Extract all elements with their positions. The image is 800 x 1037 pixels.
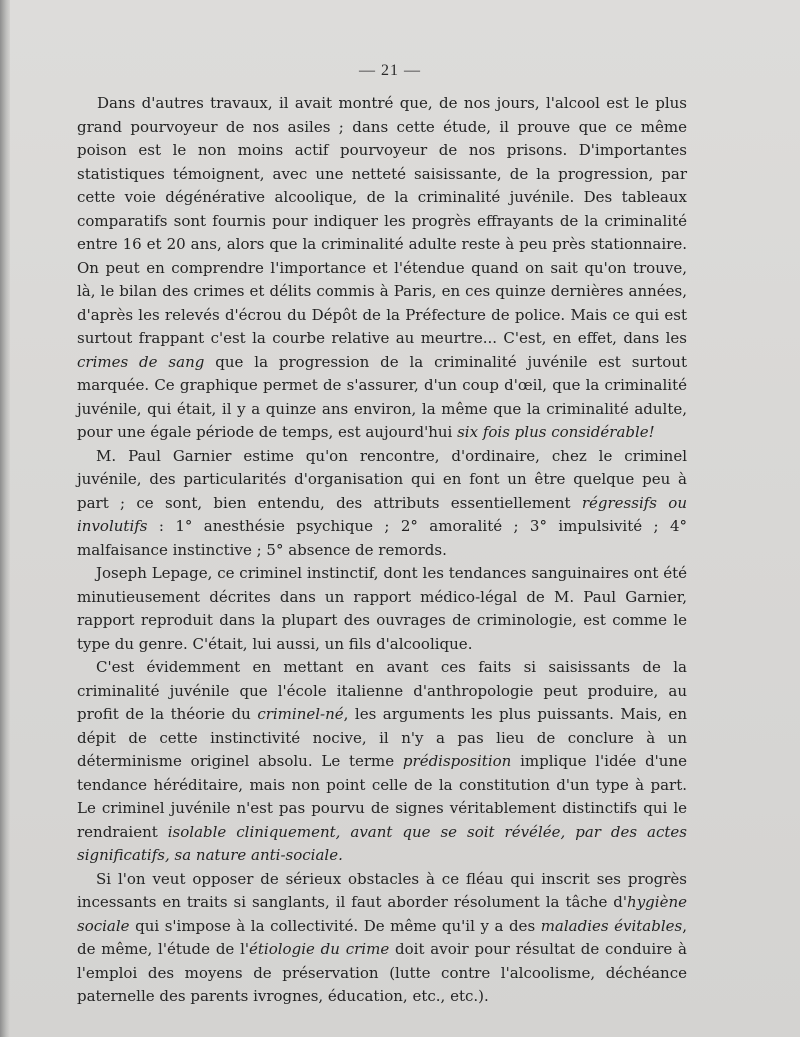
paragraph: [77, 868, 687, 1009]
text-run: , de même, l'étude de l': [77, 916, 687, 958]
italic-run: criminel-né: [257, 705, 344, 723]
italic-run: maladies évitables: [540, 916, 683, 935]
text-run: , les arguments les plus puissants. Mais, en dépit de cette instinctivité nocive, il n'y a pas lieu de conclure à un déterminisme originel absolu. Le terme: [77, 705, 687, 770]
text-run: qui s'impose à la collectivité. De même qu'il y a des: [129, 916, 541, 935]
text-run: Dans d'autres travaux, il avait montré que, de nos jours, l'alcool est le plus grand pourvoyeur de nos asiles ; dans cette étude, il prouve que ce même poison est le non moins actif pourvoyeur de nos prisons. D'importantes statistiques témoignent, avec une netteté saisissante, de la progression, par cette voie dégénérative alcoolique, de la criminalité juvénile. Des tableaux comparatifs sont fournis pour indiquer les progrès effrayants de la criminalité entre 16 et 20 ans, alors que la criminalité adulte reste à peu près stationnaire. On peut en comprendre l'importance et l'étendue quand on sait qu'on trouve, là, le bilan des crimes et délits commis à Paris, en ces quinze dernières années, d'après les relevés d'écrou du Dépôt de la Préfecture de police. Mais ce qui est surtout frappant c'est la courbe relative au meurtre... C'est, en effet, dans les: [77, 94, 687, 347]
paragraph: [77, 92, 687, 445]
page-edge-shadow: [0, 0, 10, 1037]
italic-run: régressifs ou involutifs: [77, 493, 687, 535]
text-run: Joseph Lepage, ce criminel instinctif, dont les tendances sanguinaires ont été minutieusement décrites dans un rapport médico-légal de M. Paul Garnier, rapport reproduit dans la plupart des ouvrages de criminologie, est comme le type du genre. C'était, lui aussi, un fils d'alcoolique.: [77, 564, 687, 653]
italic-run: prédisposition: [402, 752, 512, 770]
body-text: [77, 92, 687, 1009]
italic-run: crimes de sang: [77, 352, 205, 371]
italic-run: étiologie du crime: [249, 940, 390, 958]
italic-run: hygiène sociale: [77, 893, 687, 935]
paragraph: [77, 445, 687, 563]
text-run: M. Paul Garnier estime qu'on rencontre, d'ordinaire, chez le criminel juvénile, des particularités d'organisation qui en font un être quelque peu à part ; ce sont, bien entendu, des attributs essentiellement: [77, 446, 687, 512]
italic-run: isolable cliniquement, avant que se soit révélée, par des actes significatifs, sa nature anti-sociale.: [77, 822, 687, 864]
text-run: doit avoir pour résultat de conduire à l'emploi des moyens de préservation (lutte contre l'alcoolisme, déchéance paternelle des parents ivrognes, éducation, etc., etc.).: [77, 940, 687, 1005]
paragraph: [77, 562, 687, 656]
text-run: : 1° anesthésie psychique ; 2° amoralité ; 3° impulsivité ; 4° malfaisance instinctive ; 5° absence de remords.: [77, 517, 687, 559]
text-run: que la progression de la criminalité juvénile est surtout marquée. Ce graphique permet de s'assurer, d'un coup d'œil, que la criminalité juvénile, qui était, il y a quinze ans environ, la même que la criminalité adulte, pour une égale période de temps, est aujourd'hui: [77, 352, 687, 441]
text-run: Si l'on veut opposer de sérieux obstacles à ce fléau qui inscrit ses progrès incessants en traits si sanglants, il faut aborder résolument la tâche d': [77, 869, 687, 911]
text-run: implique l'idée d'une tendance héréditaire, mais non point celle de la constitution d'un type à part. Le criminel juvénile n'est pas pourvu de signes véritablement distinctifs qui le rendraient: [77, 752, 687, 841]
paragraph: [77, 656, 687, 868]
text-run: C'est évidemment en mettant en avant ces faits si saisissants de la criminalité juvénile que l'école italienne d'anthropologie peut produire, au profit de la théorie du: [77, 658, 687, 723]
italic-run: six fois plus considérable!: [457, 423, 655, 441]
page-number: — 21 —: [359, 62, 421, 79]
